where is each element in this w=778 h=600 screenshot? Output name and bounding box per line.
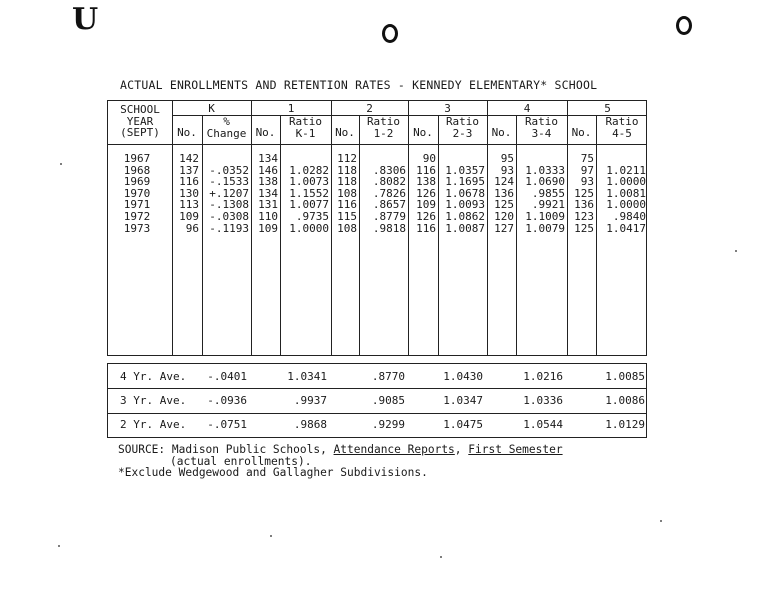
school-year-header: SCHOOL YEAR (SEPT) xyxy=(120,103,160,139)
g3-no-header: No. xyxy=(413,126,433,139)
g2-no-header: No. xyxy=(335,126,355,139)
source-line: SOURCE: Madison Public Schools, Attendance Reports, First Semester xyxy=(118,443,563,456)
g2-ratio-column: .8306 .8082 .7826 .8657 .8779 .9818 xyxy=(372,163,406,235)
grade-5-header: 5 xyxy=(604,102,611,115)
handwritten-mark: U xyxy=(72,2,99,37)
page-title: ACTUAL ENROLLMENTS AND RETENTION RATES - KENNEDY ELEMENTARY* SCHOOL xyxy=(120,78,598,92)
punch-hole-icon xyxy=(382,24,398,43)
avg-g1: 1.0341 xyxy=(287,370,327,383)
k-no-column: 142 137 116 130 113 109 96 xyxy=(179,152,199,235)
g5-ratio-column: 1.0211 1.0000 1.0081 1.0000 .9840 1.0417 xyxy=(606,163,646,235)
avg-g2: .9085 xyxy=(371,394,405,407)
footnote: *Exclude Wedgewood and Gallagher Subdivisions. xyxy=(118,466,428,479)
year-column: 1967 1968 1969 1970 1971 1972 1973 xyxy=(123,152,151,235)
avg-g3: 1.0475 xyxy=(443,418,483,431)
avg-row-label: 3 Yr. Ave. xyxy=(120,394,187,407)
g4-no-header: No. xyxy=(491,126,512,139)
g4-no-column: 95 93 124 136 125 120 127 xyxy=(494,152,514,235)
grade-1-header: 1 xyxy=(287,102,295,115)
averages-table xyxy=(107,363,647,438)
avg-g4: 1.0216 xyxy=(523,370,563,383)
avg-g2: .8770 xyxy=(371,370,405,383)
g2-ratio-header: Ratio 1-2 xyxy=(366,115,401,140)
avg-g2: .9299 xyxy=(371,418,405,431)
g2-no-column: 112 118 118 108 116 115 108 xyxy=(337,152,357,235)
avg-g4: 1.0336 xyxy=(523,394,563,407)
g1-no-header: No. xyxy=(255,126,276,139)
g5-no-header: No. xyxy=(571,126,592,139)
g4-ratio-header: Ratio 3-4 xyxy=(524,115,559,140)
avg-row-label: 4 Yr. Ave. xyxy=(120,370,187,383)
avg-g1: .9868 xyxy=(293,418,327,431)
g3-no-column: 90 116 138 126 109 126 116 xyxy=(416,152,436,235)
avg-g3: 1.0430 xyxy=(443,370,483,383)
avg-g5: 1.0129 xyxy=(605,418,645,431)
g5-ratio-header: Ratio 4-5 xyxy=(605,115,639,140)
k-change-column: -.0352 -.1533 +.1207 -.1308 -.0308 -.1193 xyxy=(209,163,249,235)
grade-4-header: 4 xyxy=(523,102,531,115)
grade-k-header: K xyxy=(208,102,215,115)
g1-no-column: 134 146 138 134 131 110 109 xyxy=(258,152,278,235)
punch-hole-icon xyxy=(676,16,692,35)
g1-ratio-header: Ratio K-1 xyxy=(288,115,323,140)
avg-g5: 1.0085 xyxy=(605,370,645,383)
avg-row-label: 2 Yr. Ave. xyxy=(120,418,187,431)
source-note: (actual enrollments). xyxy=(170,455,312,468)
avg-g3: 1.0347 xyxy=(443,394,483,407)
k-no-header: No. xyxy=(177,126,197,139)
avg-k: -.0936 xyxy=(207,394,247,407)
g3-ratio-column: 1.0357 1.1695 1.0678 1.0093 1.0862 1.0087 xyxy=(445,163,485,235)
g3-ratio-header: Ratio 2-3 xyxy=(445,115,480,140)
avg-k: -.0751 xyxy=(207,418,247,431)
grade-2-header: 2 xyxy=(366,102,373,115)
grade-3-header: 3 xyxy=(444,102,451,115)
avg-k: -.0401 xyxy=(207,370,247,383)
enrollment-table xyxy=(107,100,647,356)
avg-g1: .9937 xyxy=(293,394,327,407)
g4-ratio-column: 1.0333 1.0690 .9855 .9921 1.1009 1.0079 xyxy=(525,163,565,235)
g5-no-column: 75 97 93 125 136 123 125 xyxy=(574,152,594,235)
k-change-header: % Change xyxy=(206,115,247,140)
g1-ratio-column: 1.0282 1.0073 1.1552 1.0077 .9735 1.0000 xyxy=(289,163,329,235)
avg-g5: 1.0086 xyxy=(605,394,645,407)
avg-g4: 1.0544 xyxy=(523,418,563,431)
